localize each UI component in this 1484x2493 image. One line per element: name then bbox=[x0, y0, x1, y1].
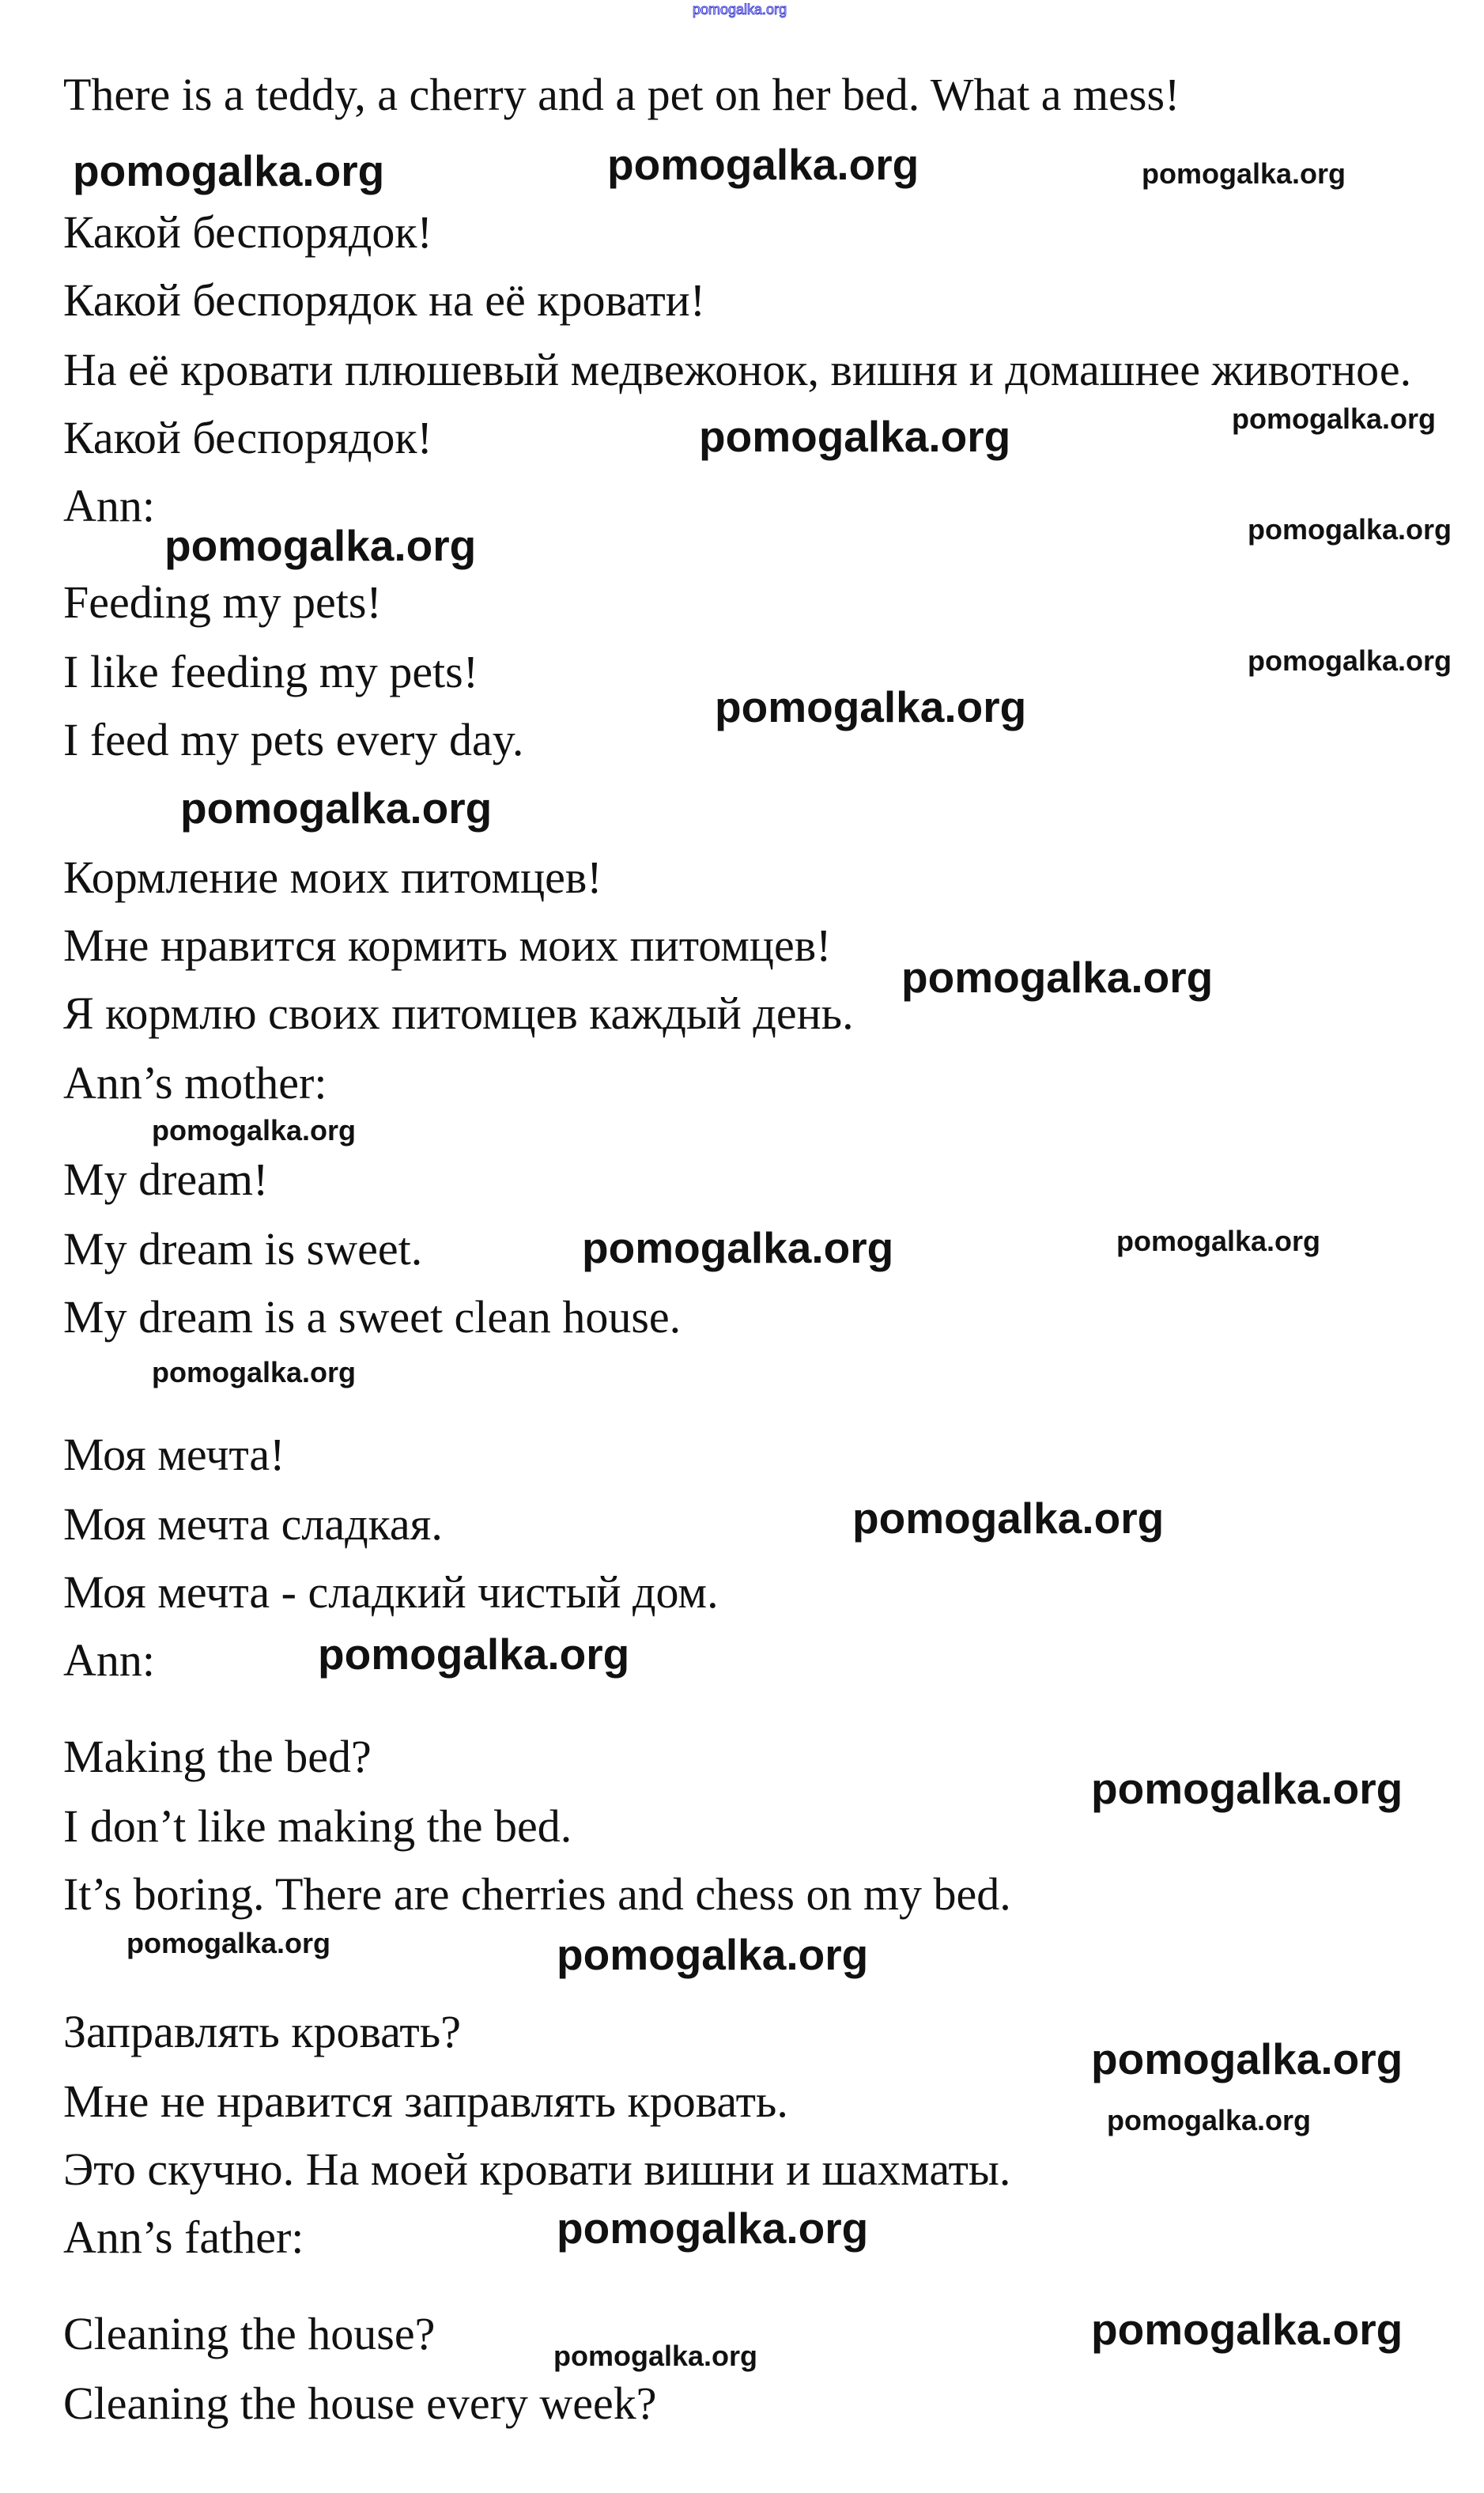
text-line: Feeding my pets! bbox=[63, 576, 382, 628]
text-line: Какой беспорядок на её кровати! bbox=[63, 274, 706, 326]
watermark: pomogalka.org bbox=[73, 146, 385, 195]
speaker-label: Ann’s mother: bbox=[63, 1057, 327, 1109]
text-line: Мне не нравится заправлять кровать. bbox=[63, 2076, 788, 2127]
watermark: pomogalka.org bbox=[126, 1927, 331, 1959]
text-line: My dream is a sweet clean house. bbox=[63, 1291, 682, 1343]
text-line: Моя мечта - сладкий чистый дом. bbox=[63, 1566, 719, 1618]
text-line: Моя мечта сладкая. bbox=[63, 1498, 443, 1550]
text-line: Мне нравится кормить моих питомцев! bbox=[63, 920, 832, 971]
watermark: pomogalka.org bbox=[1091, 2034, 1403, 2083]
text-line: Какой беспорядок! bbox=[63, 412, 432, 463]
text-line: My dream! bbox=[63, 1154, 269, 1205]
text-line: I feed my pets every day. bbox=[63, 714, 524, 765]
watermark: pomogalka.org bbox=[1248, 513, 1452, 546]
text-line: Making the bed? bbox=[63, 1731, 372, 1782]
text-line: There is a teddy, a cherry and a pet on her bed. What a mess! bbox=[63, 69, 1180, 120]
watermark: pomogalka.org bbox=[1116, 1225, 1321, 1257]
watermark: pomogalka.org bbox=[553, 2340, 758, 2372]
speaker-label: Ann: bbox=[63, 480, 155, 531]
text-line: Я кормлю своих питомцев каждый день. bbox=[63, 988, 854, 1039]
text-line: Cleaning the house? bbox=[63, 2308, 436, 2359]
watermark: pomogalka.org bbox=[901, 953, 1214, 1002]
watermark: pomogalka.org bbox=[152, 1356, 357, 1388]
watermark: pomogalka.org bbox=[582, 1223, 894, 1272]
watermark: pomogalka.org bbox=[1091, 1764, 1403, 1813]
watermark: pomogalka.org bbox=[1142, 157, 1346, 190]
text-line: Cleaning the house every week? bbox=[63, 2378, 657, 2429]
text-line: It’s boring. There are cherries and chess on my bed. bbox=[63, 1868, 1011, 1920]
watermark: pomogalka.org bbox=[1091, 2305, 1403, 2354]
watermark: pomogalka.org bbox=[318, 1630, 630, 1679]
speaker-label: Ann’s father: bbox=[63, 2212, 304, 2263]
text-line: На её кровати плюшевый медвежонок, вишня и домашнее животное. bbox=[63, 344, 1412, 395]
watermark: pomogalka.org bbox=[152, 1114, 357, 1146]
watermark: pomogalka.org bbox=[180, 784, 493, 833]
watermark: pomogalka.org bbox=[852, 1494, 1165, 1543]
text-line: Заправлять кровать? bbox=[63, 2006, 461, 2057]
watermark: pomogalka.org bbox=[1248, 644, 1452, 677]
header-watermark: pomogalka.org bbox=[693, 2, 787, 17]
text-line: I don’t like making the bed. bbox=[63, 1800, 572, 1852]
text-line: Какой беспорядок! bbox=[63, 206, 432, 258]
watermark: pomogalka.org bbox=[715, 682, 1027, 731]
watermark: pomogalka.org bbox=[164, 521, 477, 570]
watermark: pomogalka.org bbox=[1107, 2104, 1312, 2136]
watermark: pomogalka.org bbox=[1232, 402, 1437, 435]
text-line: Кормление моих питомцев! bbox=[63, 852, 602, 903]
text-line: Моя мечта! bbox=[63, 1429, 285, 1480]
text-line: My dream is sweet. bbox=[63, 1223, 423, 1275]
watermark: pomogalka.org bbox=[557, 1930, 869, 1979]
watermark: pomogalka.org bbox=[607, 140, 919, 189]
speaker-label: Ann: bbox=[63, 1634, 155, 1686]
watermark: pomogalka.org bbox=[557, 2204, 869, 2253]
text-line: I like feeding my pets! bbox=[63, 646, 479, 697]
text-line: Это скучно. На моей кровати вишни и шахматы. bbox=[63, 2144, 1011, 2195]
watermark: pomogalka.org bbox=[699, 412, 1011, 461]
